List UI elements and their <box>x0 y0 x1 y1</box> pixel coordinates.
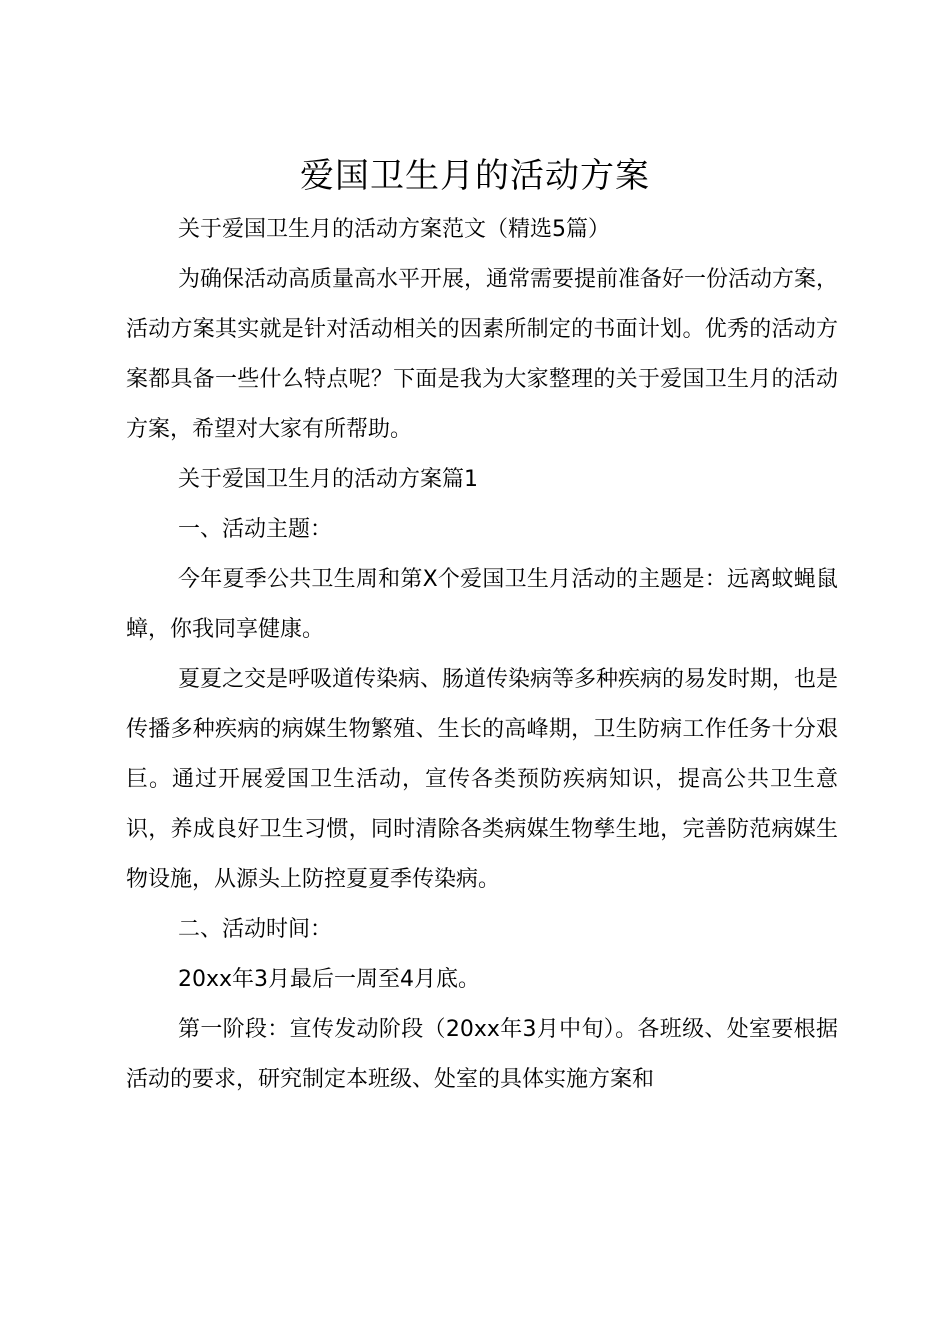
theme-paragraph: 今年夏季公共卫生周和第X个爱国卫生月活动的主题是：远离蚊蝇鼠蟑，你我同享健康。 <box>126 567 838 642</box>
time-paragraph: 20xx年3月最后一周至4月底。 <box>178 967 481 992</box>
document-title: 爱国卫生月的活动方案 <box>300 156 650 196</box>
heading-activity-time: 二、活动时间： <box>178 917 333 942</box>
background-paragraph: 夏夏之交是呼吸道传染病、肠道传染病等多种疾病的易发时期，也是传播多种疾病的病媒生物繁殖、生长的高峰期，卫生防病工作任务十分艰巨。通过开展爱国卫生活动，宣传各类预防疾病知识，提高公共卫生意识，养成良好卫生习惯，同时清除各类病媒生物孳生地，完善防范病媒生物设施，从源头上防控夏夏季传染病。 <box>126 667 839 892</box>
intro-paragraph: 为确保活动高质量高水平开展，通常需要提前准备好一份活动方案，活动方案其实就是针对活动相关的因素所制定的书面计划。优秀的活动方案都具备一些什么特点呢？下面是我为大家整理的关于爱国卫生月的活动方案，希望对大家有所帮助。 <box>126 267 839 442</box>
section-heading-part1: 关于爱国卫生月的活动方案篇1 <box>178 467 478 492</box>
document-body <box>126 205 838 1105</box>
heading-activity-theme: 一、活动主题： <box>178 517 333 542</box>
stage-one-paragraph: 第一阶段：宣传发动阶段（20xx年3月中旬）。各班级、处室要根据活动的要求，研究制定本班级、处室的具体实施方案和 <box>126 1017 838 1092</box>
subtitle-paragraph: 关于爱国卫生月的活动方案范文（精选5篇） <box>178 217 610 242</box>
